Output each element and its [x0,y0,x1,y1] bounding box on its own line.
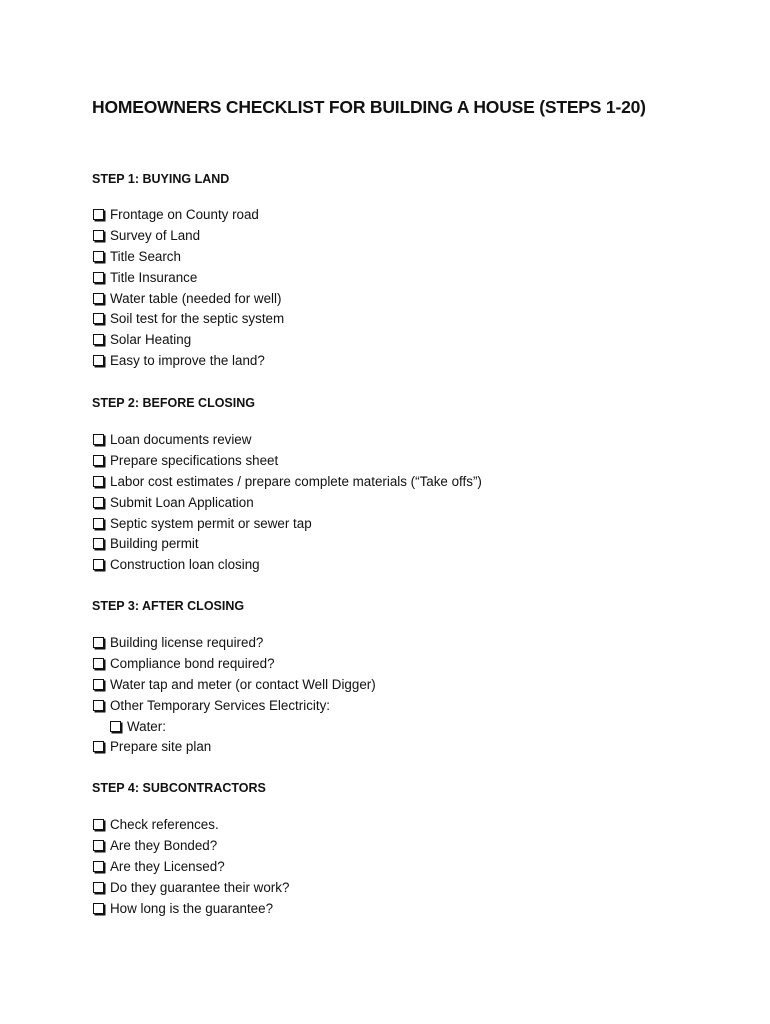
checklist-item [92,351,732,372]
checklist-item [92,430,732,451]
checklist [92,815,732,919]
section-heading: STEP 1: BUYING LAND [92,172,230,186]
checkbox-icon[interactable] [93,476,104,487]
checkbox-icon[interactable] [93,637,104,648]
checklist-item [92,289,732,310]
checkbox-icon[interactable] [93,455,104,466]
checklist-item-label: Water table (needed for well) [110,290,282,306]
checklist-item [92,737,732,758]
checklist-item [92,857,732,878]
checkbox-icon[interactable] [93,230,104,241]
checkbox-icon[interactable] [93,434,104,445]
checklist-item [92,330,732,351]
checklist [92,633,732,758]
checklist-item [92,451,732,472]
checklist-item-label: Easy to improve the land? [110,353,265,369]
checklist-item-label: How long is the guarantee? [110,900,274,916]
checkbox-icon[interactable] [93,658,104,669]
checkbox-icon[interactable] [110,721,121,732]
document-title: HOMEOWNERS CHECKLIST FOR BUILDING A HOUSE (STEPS 1-20) [92,97,646,117]
checklist [92,430,732,576]
section-heading: STEP 2: BEFORE CLOSING [92,396,255,410]
checkbox-icon[interactable] [93,209,104,220]
checklist-item-label: Title Search [110,248,181,264]
checklist-item-label: Construction loan closing [110,557,260,573]
checklist-item-label: Submit Loan Application [110,494,254,510]
checkbox-icon[interactable] [93,272,104,283]
checklist-item-label: Frontage on County road [110,207,259,222]
section-heading: STEP 4: SUBCONTRACTORS [92,781,266,795]
checklist-item [92,268,732,289]
checklist-item [92,899,732,920]
checklist-subitem [92,717,732,738]
checklist-item [92,555,732,576]
checklist-item-label: Soil test for the septic system [110,311,285,327]
checklist-item-label: Building license required? [110,635,264,650]
checklist-item-label: Check references. [110,817,219,832]
checklist-item [92,654,732,675]
checkbox-icon[interactable] [93,819,104,830]
checklist-item [92,514,732,535]
checklist-item [92,247,732,268]
checkbox-icon[interactable] [93,334,104,345]
checklist-item [92,878,732,899]
section-step-2 [92,395,732,573]
document-page [92,96,732,916]
section-heading: STEP 3: AFTER CLOSING [92,599,245,613]
checkbox-icon[interactable] [93,840,104,851]
checkbox-icon[interactable] [93,355,104,366]
checkbox-icon[interactable] [93,538,104,549]
checklist-item-label: Title Insurance [110,269,198,285]
checklist-item [92,696,732,717]
checkbox-icon[interactable] [93,700,104,711]
section-step-3 [92,598,732,755]
checklist-item [92,309,732,330]
checklist-item [92,675,732,696]
checklist-item-label: Survey of Land [110,227,201,243]
checklist-item-label: Other Temporary Services Electricity: [110,697,331,713]
checkbox-icon[interactable] [93,861,104,872]
checklist-item-label: Solar Heating [110,332,192,348]
checkbox-icon[interactable] [93,497,104,508]
checklist [92,205,732,372]
checkbox-icon[interactable] [93,251,104,262]
checklist-item [92,534,732,555]
checklist-item [92,205,732,226]
checklist-item-label: Water tap and meter (or contact Well Digger) [110,676,376,692]
checklist-item-label: Building permit [110,536,199,552]
checklist-item-label: Septic system permit or sewer tap [110,515,312,531]
checklist-item-label: Loan documents review [110,432,252,447]
checklist-item-label: Labor cost estimates / prepare complete materials (“Take offs”) [110,473,482,489]
checkbox-icon[interactable] [93,559,104,570]
checkbox-icon[interactable] [93,741,104,752]
checkbox-icon[interactable] [93,903,104,914]
checklist-item [92,836,732,857]
checklist-item [92,815,732,836]
checkbox-icon[interactable] [93,313,104,324]
checkbox-icon[interactable] [93,518,104,529]
checklist-item-label: Water: [127,718,166,734]
section-step-4 [92,780,732,916]
checklist-item-label: Prepare site plan [110,739,212,755]
checklist-item [92,226,732,247]
checklist-item [92,633,732,654]
checklist-item-label: Do they guarantee their work? [110,879,290,895]
checklist-item-label: Prepare specifications sheet [110,452,279,468]
checklist-item-label: Compliance bond required? [110,655,275,671]
checklist-item [92,472,732,493]
section-step-1 [92,171,732,369]
checklist-item-label: Are they Licensed? [110,858,225,874]
checklist-item [92,493,732,514]
checkbox-icon[interactable] [93,293,104,304]
checkbox-icon[interactable] [93,679,104,690]
checklist-item-label: Are they Bonded? [110,837,218,853]
checkbox-icon[interactable] [93,882,104,893]
